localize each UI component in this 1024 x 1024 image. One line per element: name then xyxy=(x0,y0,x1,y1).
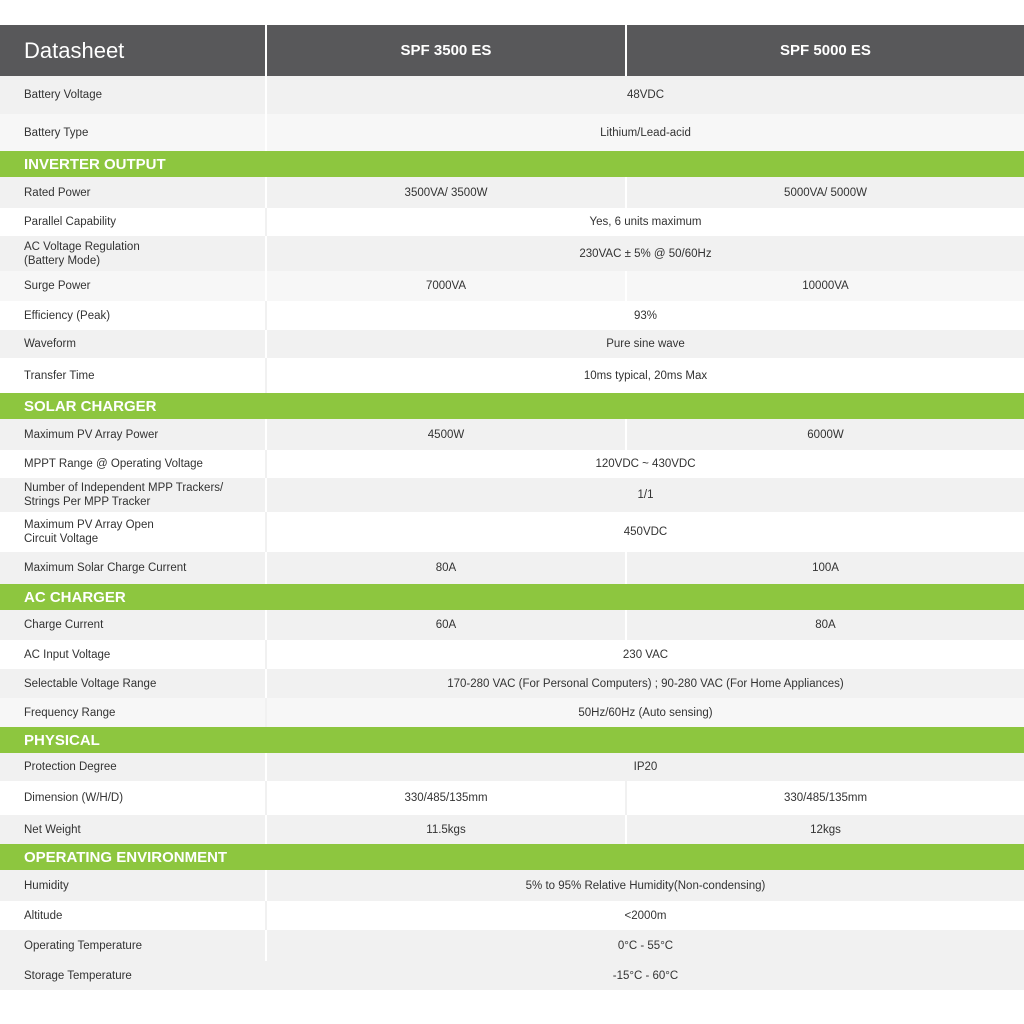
row-label xyxy=(0,236,267,271)
row-value: Lithium/Lead-acid xyxy=(600,126,691,139)
row-label: Altitude xyxy=(0,901,267,930)
section-operating-environment: OPERATING ENVIRONMENT xyxy=(0,844,1024,870)
table-row xyxy=(0,330,1024,358)
row-label: Storage Temperature xyxy=(0,961,267,990)
row-label: Maximum Solar Charge Current xyxy=(0,552,267,584)
table-row xyxy=(0,236,1024,271)
row-value-5000: 330/485/135mm xyxy=(783,792,868,804)
section-solar-charger: SOLAR CHARGER xyxy=(0,393,1024,419)
row-label: Parallel Capability xyxy=(0,208,267,236)
row-value: 170-280 VAC (For Personal Computers) ; 90-280 VAC (For Home Appliances) xyxy=(447,677,844,690)
table-row xyxy=(0,610,1024,640)
table-row xyxy=(0,870,1024,901)
row-label-line: Maximum PV Array Open xyxy=(24,519,154,531)
row-value-3500: 60A xyxy=(267,610,627,640)
row-value: 450VDC xyxy=(623,526,668,538)
row-value-5000: 10000VA xyxy=(802,280,849,292)
row-label: Charge Current xyxy=(0,610,267,640)
row-label: Battery Type xyxy=(0,114,267,151)
table-row xyxy=(0,208,1024,236)
table-row xyxy=(0,552,1024,584)
table-row xyxy=(0,930,1024,961)
row-label xyxy=(0,478,267,512)
row-label: Frequency Range xyxy=(0,698,267,727)
table-row xyxy=(0,478,1024,512)
row-value-3500: 80A xyxy=(267,552,627,584)
row-value-3500: 7000VA xyxy=(267,271,627,301)
row-label: Battery Voltage xyxy=(0,76,267,114)
row-value: 1/1 xyxy=(637,489,654,501)
row-label: MPPT Range @ Operating Voltage xyxy=(0,450,267,478)
table-row xyxy=(0,669,1024,698)
table-row xyxy=(0,698,1024,727)
row-value: 50Hz/60Hz (Auto sensing) xyxy=(578,706,713,719)
table-row xyxy=(0,781,1024,815)
table-header xyxy=(0,25,1024,76)
row-value-3500: 3500VA/ 3500W xyxy=(267,177,627,208)
row-value: IP20 xyxy=(633,761,658,773)
row-value: 93% xyxy=(633,309,658,322)
table-row xyxy=(0,271,1024,301)
section-physical: PHYSICAL xyxy=(0,727,1024,753)
row-label: Protection Degree xyxy=(0,753,267,781)
table-row xyxy=(0,419,1024,450)
table-row xyxy=(0,76,1024,114)
row-label: Efficiency (Peak) xyxy=(0,301,267,330)
row-value: Pure sine wave xyxy=(606,338,685,350)
row-value: 5% to 95% Relative Humidity(Non-condensing) xyxy=(525,879,766,892)
row-label-line: Circuit Voltage xyxy=(24,533,99,545)
row-value: <2000m xyxy=(624,909,667,922)
model-column-5000: SPF 5000 ES xyxy=(780,42,871,59)
row-value: Yes, 6 units maximum xyxy=(589,216,702,228)
row-value-5000: 5000VA/ 5000W xyxy=(784,186,867,199)
row-value-5000: 6000W xyxy=(807,428,844,441)
row-label: Operating Temperature xyxy=(0,930,267,961)
table-row xyxy=(0,815,1024,844)
row-value-5000: 12kgs xyxy=(810,823,841,836)
row-label-line: AC Voltage Regulation xyxy=(24,240,140,253)
row-label: Dimension (W/H/D) xyxy=(0,781,267,815)
row-label: AC Input Voltage xyxy=(0,640,267,669)
table-row xyxy=(0,450,1024,478)
table-row xyxy=(0,177,1024,208)
table-row xyxy=(0,114,1024,151)
row-label-line: Number of Independent MPP Trackers/ xyxy=(24,482,224,494)
table-row xyxy=(0,640,1024,669)
datasheet-title: Datasheet xyxy=(0,25,267,76)
row-label-line: Strings Per MPP Tracker xyxy=(24,496,151,508)
table-row xyxy=(0,753,1024,781)
row-value: 0°C - 55°C xyxy=(617,939,674,952)
row-label-line: (Battery Mode) xyxy=(24,254,101,267)
table-row xyxy=(0,961,1024,990)
table-row xyxy=(0,901,1024,930)
table-row xyxy=(0,358,1024,393)
row-value: 230 VAC xyxy=(622,648,669,661)
row-value: 230VAC ± 5% @ 50/60Hz xyxy=(579,247,712,260)
row-label: Net Weight xyxy=(0,815,267,844)
row-value-3500: 11.5kgs xyxy=(267,815,627,844)
row-value: 48VDC xyxy=(626,89,665,101)
section-inverter-output: INVERTER OUTPUT xyxy=(0,151,1024,177)
table-row xyxy=(0,512,1024,552)
row-label: Humidity xyxy=(0,870,267,901)
row-value-5000: 80A xyxy=(815,619,836,631)
row-label: Waveform xyxy=(0,330,267,358)
row-label: Transfer Time xyxy=(0,358,267,393)
row-label: Surge Power xyxy=(0,271,267,301)
row-value-5000: 100A xyxy=(812,562,839,574)
row-value: 10ms typical, 20ms Max xyxy=(583,369,708,382)
row-label: Maximum PV Array Power xyxy=(0,419,267,450)
row-value-3500: 330/485/135mm xyxy=(267,781,627,815)
row-value: -15°C - 60°C xyxy=(612,969,679,982)
section-ac-charger: AC CHARGER xyxy=(0,584,1024,610)
table-row xyxy=(0,301,1024,330)
row-value: 120VDC ~ 430VDC xyxy=(595,458,696,470)
row-value-3500: 4500W xyxy=(267,419,627,450)
row-label: Rated Power xyxy=(0,177,267,208)
datasheet-table xyxy=(0,25,1024,990)
model-column-3500: SPF 3500 ES xyxy=(267,25,627,76)
row-label: Selectable Voltage Range xyxy=(0,669,267,698)
row-label xyxy=(0,512,267,552)
